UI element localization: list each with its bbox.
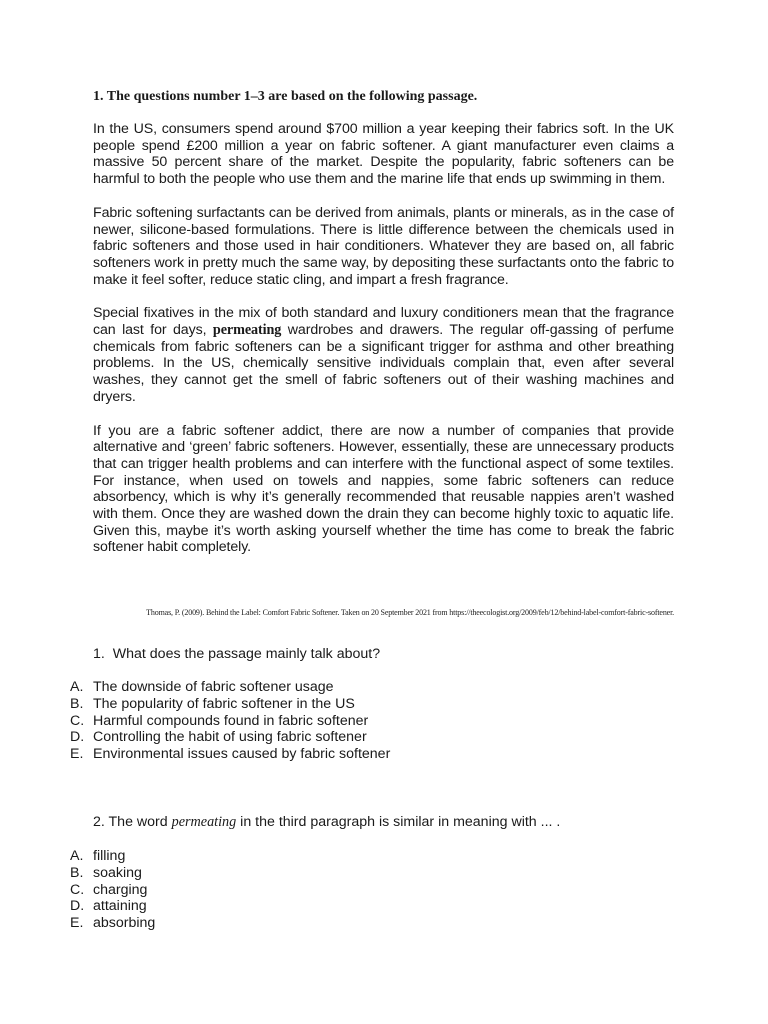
option-letter: E. <box>70 746 84 763</box>
passage-paragraph-4: If you are a fabric softener addict, there are now a number of companies that provide alternative and ‘green’ fabric softeners. However, essentially, these are unnecessary products that can trigger health problems and can interfere with the functional aspect of some textiles. For instance, when used on towels and nappies, some fabric softeners can reduce absorbency, which is why it’s generally recommended that reusable nappies aren’t washed with them. Once they are washed down the drain they can become highly toxic to aquatic life. Given this, maybe it’s worth asking yourself whether the time has come to break the fabric softener habit completely. <box>93 422 674 556</box>
option-text: Environmental issues caused by fabric softener <box>93 746 391 763</box>
option-letter: A. <box>70 848 84 864</box>
question-1-option-e <box>70 746 690 763</box>
source-citation: Thomas, P. (2009). Behind the Label: Comfort Fabric Softener. Taken on 20 September 2021 from https://theecologist.org/2009/feb/12/behind-label-comfort-fabric-softener. <box>146 608 674 617</box>
question-1-options <box>70 679 690 763</box>
option-letter: D. <box>70 898 85 915</box>
option-text: soaking <box>93 864 142 881</box>
option-letter: E. <box>70 915 84 932</box>
question-2-option-e <box>70 915 690 932</box>
option-letter: D. <box>70 729 85 746</box>
question-1-number: 1. <box>93 646 105 662</box>
option-text: filling <box>93 848 126 864</box>
passage-paragraph-2: Fabric softening surfactants can be derived from animals, plants or minerals, as in the case of newer, silicone-based formulations. There is little difference between the chemicals used in fabric softeners and those used in hair conditioners. Whatever they are based on, all fabric softeners work in pretty much the same way, by depositing these surfactants onto the fabric to make it feel softer, reduce static cling, and impart a fresh fragrance. <box>93 204 674 288</box>
option-text: Controlling the habit of using fabric softener <box>93 729 367 746</box>
passage-paragraph-3 <box>93 305 674 405</box>
option-text: attaining <box>93 898 147 915</box>
question-1-option-c <box>70 713 690 730</box>
question-2-option-c <box>70 882 690 899</box>
section-heading: 1. The questions number 1–3 are based on the following passage. <box>93 89 478 104</box>
question-2-option-d <box>70 898 690 915</box>
question-1 <box>93 646 693 663</box>
option-text: The popularity of fabric softener in the US <box>93 695 355 712</box>
question-1-option-a <box>70 679 690 696</box>
option-letter: B. <box>70 695 84 712</box>
question-2-options <box>70 848 690 932</box>
paragraph-3-text-start: Special fixatives in the mix of both standard and luxury conditioners mean that the fragrance can last for days, <box>93 305 674 339</box>
question-2-option-a <box>70 848 690 865</box>
option-letter: B. <box>70 864 84 881</box>
option-text: charging <box>93 881 148 898</box>
question-1-option-d <box>70 729 690 746</box>
question-1-text: What does the passage mainly talk about? <box>112 646 381 662</box>
option-text: The downside of fabric softener usage <box>93 679 334 695</box>
question-2-text-start: 2. The word <box>93 814 172 830</box>
question-2-keyword: permeating <box>171 814 237 830</box>
reading-passage <box>93 121 674 573</box>
option-letter: C. <box>70 712 85 729</box>
question-2-option-b <box>70 865 690 882</box>
passage-paragraph-1: In the US, consumers spend around $700 million a year keeping their fabrics soft. In the UK people spend £200 million a year on fabric softener. A giant manufacturer even claims a massive 50 percent share of the market. Despite the popularity, fabric softeners can be harmful to both the people who use them and the marine life that ends up swimming in them. <box>93 121 674 188</box>
option-text: absorbing <box>93 915 156 932</box>
keyword-permeating: permeating <box>212 322 282 339</box>
question-1-option-b <box>70 696 690 713</box>
question-2-text-end: in the third paragraph is similar in meaning with ... . <box>236 814 561 830</box>
question-2 <box>93 814 693 831</box>
option-text: Harmful compounds found in fabric softener <box>93 712 369 729</box>
paragraph-3-text-end: wardrobes and drawers. The regular off-gassing of perfume chemicals from fabric softeners can be a significant trigger for asthma and other breathing problems. In the US, chemically sensitive individuals complain that, even after several washes, they cannot get the smell of fabric softeners out of their washing machines and dryers. <box>93 322 674 405</box>
option-letter: C. <box>70 881 85 898</box>
option-letter: A. <box>70 679 84 695</box>
